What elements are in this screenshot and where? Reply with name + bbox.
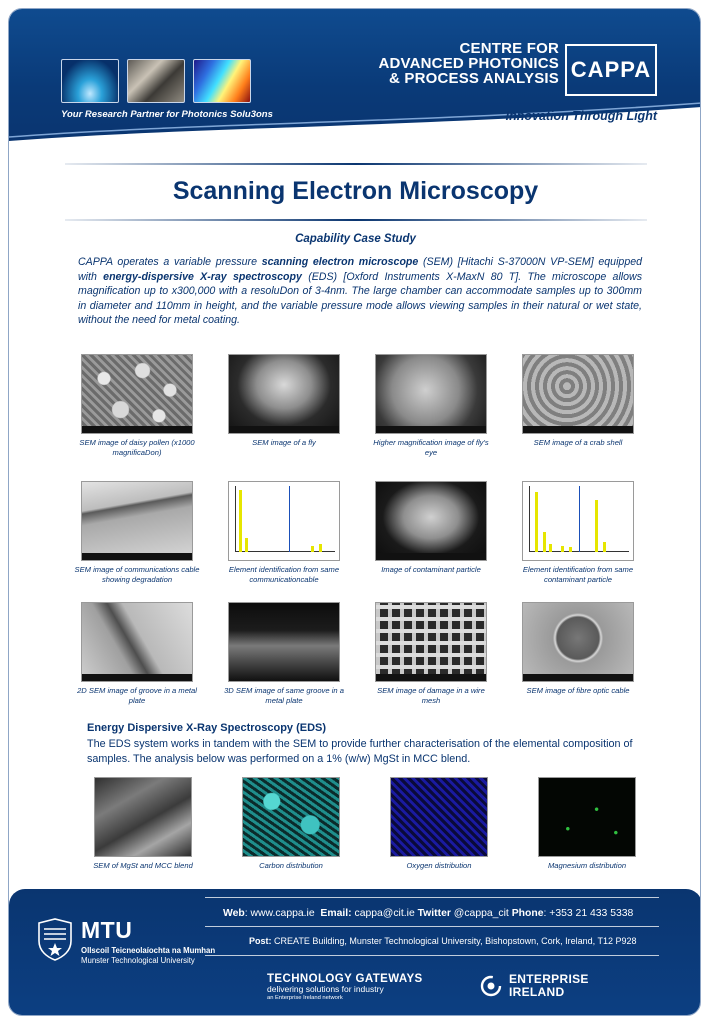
email-label: Email: [320, 908, 352, 919]
scale-bar [229, 426, 339, 433]
fly-eye-image [375, 354, 487, 434]
daisy-pollen-image [81, 354, 193, 434]
tg-title: TECHNOLOGY GATEWAYS [267, 973, 423, 985]
email-link[interactable]: cappa@cit.ie [351, 908, 418, 919]
crab-shell-image [522, 354, 634, 434]
enterprise-ireland-logo [479, 973, 589, 998]
groove-3d-image [228, 602, 340, 682]
spectrum-light-thumbnail [193, 59, 251, 103]
photonics-fibre-thumbnail [61, 59, 119, 103]
gallery-caption: Image of contaminant particle [381, 565, 481, 574]
gallery-caption: SEM image of a fly [252, 438, 316, 447]
tg-network: an Enterprise Ireland network [267, 995, 343, 1001]
gallery-item [514, 481, 642, 585]
eds-map-item [369, 777, 509, 871]
fibre-optic-image [522, 602, 634, 682]
eds-map-caption: Magnesium distribution [547, 861, 627, 870]
gallery-caption: SEM image of fibre optic cable [526, 686, 630, 695]
gallery-caption: SEM image of a crab shell [533, 438, 623, 447]
eds-map-item [73, 777, 213, 871]
eds-map-caption: SEM of MgSt and MCC blend [93, 861, 193, 870]
technology-gateways-logo [267, 973, 423, 1002]
spectrum-peak [595, 500, 598, 552]
mgst-mcc-sem-image [94, 777, 192, 857]
spectrum-y-axis [235, 486, 236, 552]
twitter-label: Twitter [417, 908, 451, 919]
gallery-caption: 3D SEM image of same groove in a metal plate [224, 686, 344, 705]
postal-address [249, 936, 637, 946]
spectrum-y-axis [529, 486, 530, 552]
intro-bold-1: scanning electron microscope [261, 256, 419, 268]
mtu-crest-icon [37, 917, 73, 961]
intro-text-3: (EDS) [Oxford Instruments X-MaxN 80 T]. The microscope allows magnification up to x300,000 with a resoluDon of 3-4nm. The large chamber can accommodate samples up to 300mm in diameter and 110mm in height, and the variable pressure mode allows viewing samples in their natural or wet state, without the need for metal coating. [78, 270, 642, 326]
eds-map-caption: Carbon distribution [259, 861, 323, 870]
intro-paragraph [78, 255, 642, 328]
gallery-caption: Higher magnification image of fly's eye [373, 438, 489, 457]
scale-bar [82, 674, 192, 681]
header-tagline: Your Research Partner for Photonics Solu3ons [61, 109, 273, 120]
eds-heading: Energy Dispersive X-Ray Spectroscopy (EDS) [87, 722, 327, 734]
gallery-item [220, 602, 348, 706]
spectrum-peak [319, 544, 322, 552]
eds-spectrum-cable [228, 481, 340, 561]
title-rule-bottom [65, 219, 647, 221]
spectrum-peak [561, 546, 564, 552]
footer-rule [205, 926, 659, 927]
lab-equipment-thumbnail [127, 59, 185, 103]
header-banner [9, 9, 701, 141]
spectrum-peak [311, 546, 314, 552]
gallery-item [73, 354, 201, 458]
twitter-link[interactable]: @cappa_cit [450, 908, 512, 919]
scale-bar [82, 426, 192, 433]
oxygen-map-image [390, 777, 488, 857]
title-rule-top [65, 163, 647, 165]
cappa-logo: CAPPA [565, 44, 657, 96]
intro-bold-2: energy-dispersive X-ray spectroscopy [103, 270, 302, 283]
gallery-caption: Element identification from same contaminant particle [522, 565, 634, 584]
slogan: Innovation Through Light [505, 109, 657, 123]
wire-mesh-image [375, 602, 487, 682]
spectrum-cursor [289, 486, 290, 552]
phone-number: : +353 21 433 5338 [543, 908, 634, 919]
centre-line-2: ADVANCED PHOTONICS [378, 55, 559, 72]
mtu-irish-name: Ollscoil Teicneolaíochta na Mumhan [81, 946, 216, 955]
eds-map-item [517, 777, 657, 871]
footer-rule [205, 897, 659, 898]
tg-subtitle: delivering solutions for industry [267, 984, 384, 994]
spectrum-peak [245, 538, 248, 552]
mtu-wordmark: MTU [81, 917, 133, 943]
fly-image [228, 354, 340, 434]
centre-line-1: CENTRE FOR [459, 40, 559, 57]
gallery-item [367, 354, 495, 458]
spectrum-peak [569, 547, 572, 552]
gallery-item [73, 481, 201, 585]
scale-bar [376, 674, 486, 681]
gallery-caption: SEM image of communications cable showing degradation [74, 565, 200, 584]
gallery-item [514, 602, 642, 696]
scale-bar [82, 553, 192, 560]
post-address: CREATE Building, Munster Technological University, Bishopstown, Cork, Ireland, T12 P928 [271, 936, 637, 946]
spectrum-cursor [579, 486, 580, 552]
header-thumbnails [61, 59, 251, 103]
gallery-item [367, 602, 495, 706]
mtu-english-name: Munster Technological University [81, 956, 195, 965]
centre-name [343, 41, 559, 86]
spectrum-peak [549, 544, 552, 552]
intro-text-2: (SEM) [Hitachi S-37000N VP-SEM] equipped with [78, 256, 642, 283]
gallery-caption: Element identification from same communicationcable [228, 565, 340, 584]
communications-cable-image [81, 481, 193, 561]
footer-banner [9, 889, 701, 1016]
eds-map-caption: Oxygen distribution [406, 861, 472, 870]
web-label: Web [223, 908, 245, 919]
case-study-page [8, 8, 701, 1016]
header-wave [9, 97, 701, 157]
ei-line-2: IRELAND [509, 984, 565, 999]
gallery-item [514, 354, 642, 448]
carbon-map-image [242, 777, 340, 857]
ei-line-1: ENTERPRISE [509, 972, 589, 986]
phone-label: Phone [511, 908, 544, 919]
spectrum-peak [543, 532, 546, 552]
scale-bar [523, 674, 633, 681]
magnesium-map-image [538, 777, 636, 857]
scale-bar [376, 426, 486, 433]
contaminant-particle-image [375, 481, 487, 561]
spectrum-peak [535, 492, 538, 552]
gallery-item [367, 481, 495, 575]
centre-line-3: & PROCESS ANALYSIS [388, 70, 559, 87]
contact-line [223, 908, 633, 919]
gallery-caption: SEM image of daisy pollen (x1000 magnificaDon) [79, 438, 195, 457]
spectrum-peak [603, 542, 606, 552]
scale-bar [523, 426, 633, 433]
eds-spectrum-particle [522, 481, 634, 561]
eds-paragraph: The EDS system works in tandem with the SEM to provide further characterisation of the elemental composition of samples. The analysis below was performed on a 1% (w/w) MgSt in MCC blend. [87, 738, 633, 765]
page-title: Scanning Electron Microscopy [172, 177, 539, 205]
page-subtitle: Capability Case Study [295, 233, 416, 245]
eds-map-item [221, 777, 361, 871]
intro-text-1: CAPPA operates a variable pressure [78, 256, 262, 268]
scale-bar [376, 553, 486, 560]
groove-2d-image [81, 602, 193, 682]
spectrum-peak [239, 490, 242, 552]
gallery-item [73, 602, 201, 706]
web-link[interactable]: : www.cappa.ie [244, 908, 315, 919]
gallery-caption: SEM image of damage in a wire mesh [377, 686, 485, 705]
footer-rule [205, 955, 659, 956]
gallery-caption: 2D SEM image of groove in a metal plate [77, 686, 197, 705]
post-label: Post: [249, 936, 272, 946]
ei-wordmark [509, 973, 589, 998]
gallery-item [220, 354, 348, 448]
gallery-item [220, 481, 348, 585]
enterprise-ireland-icon [479, 974, 503, 998]
